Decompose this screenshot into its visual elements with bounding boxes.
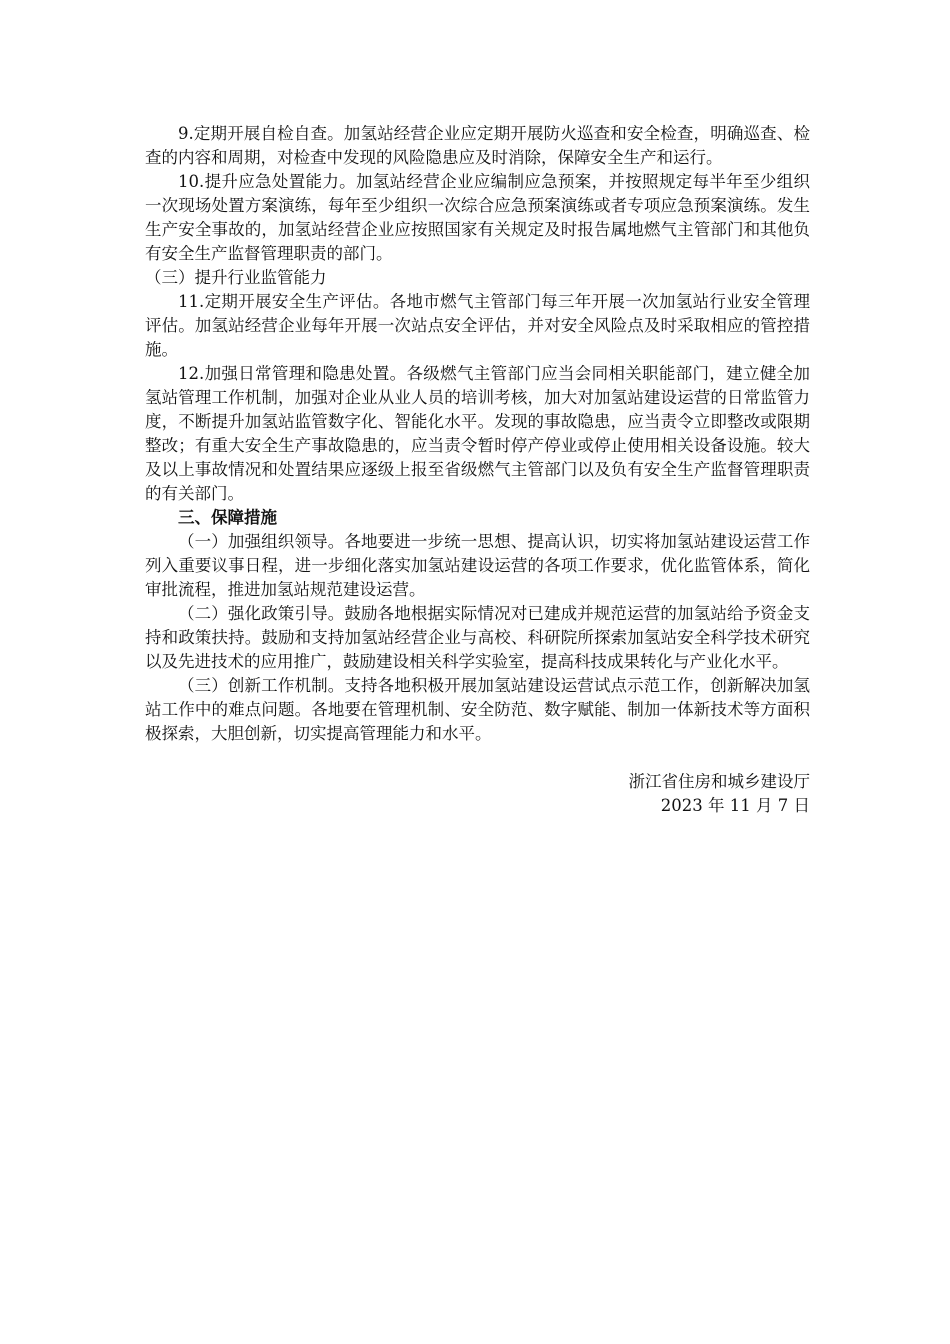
measure-paragraph-3: （三）创新工作机制。支持各地积极开展加氢站建设运营试点示范工作，创新解决加氢站工作中的难点问题。各地要在管理机制、安全防范、数字赋能、制加一体新技术等方面积极探索，大胆创新，切实提高管理能力和水平。 bbox=[145, 676, 810, 743]
section-heading-3: 三、保障措施 bbox=[178, 508, 277, 527]
paragraph-item-12: 12.加强日常管理和隐患处置。各级燃气主管部门应当会同相关职能部门，建立健全加氢站管理工作机制，加强对企业从业人员的培训考核，加大对加氢站建设运营的日常监管力度，不断提升加氢站监管数字化、智能化水平。发现的事故隐患，应当责令立即整改或限期整改；有重大安全生产事故隐患的，应当责令暂时停产停业或停止使用相关设备设施。较大及以上事故情况和处置结果应逐级上报至省级燃气主管部门以及负有安全生产监督管理职责的有关部门。 bbox=[145, 364, 810, 503]
measure-paragraph-2: （二）强化政策引导。鼓励各地根据实际情况对已建成并规范运营的加氢站给予资金支持和政策扶持。鼓励和支持加氢站经营企业与高校、科研院所探索加氢站安全科学技术研究以及先进技术的应用推广，鼓励建设相关科学实验室，提高科技成果转化与产业化水平。 bbox=[145, 604, 810, 671]
paragraph-item-10: 10.提升应急处置能力。加氢站经营企业应编制应急预案，并按照规定每半年至少组织一次现场处置方案演练，每年至少组织一次综合应急预案演练或者专项应急预案演练。发生生产安全事故的，加氢站经营企业应按照国家有关规定及时报告属地燃气主管部门和其他负有安全生产监督管理职责的部门。 bbox=[145, 172, 810, 263]
measure-paragraph-1: （一）加强组织领导。各地要进一步统一思想、提高认识，切实将加氢站建设运营工作列入重要议事日程，进一步细化落实加氢站建设运营的各项工作要求，优化监管体系，简化审批流程，推进加氢站规范建设运营。 bbox=[145, 532, 810, 599]
signature-organization: 浙江省住房和城乡建设厅 bbox=[628, 772, 810, 791]
paragraph-item-9: 9.定期开展自检自查。加氢站经营企业应定期开展防火巡查和安全检查，明确巡查、检查的内容和周期，对检查中发现的风险隐患应及时消除，保障安全生产和运行。 bbox=[145, 124, 810, 167]
paragraph-item-11: 11.定期开展安全生产评估。各地市燃气主管部门每三年开展一次加氢站行业安全管理评估。加氢站经营企业每年开展一次站点安全评估，并对安全风险点及时采取相应的管控措施。 bbox=[145, 292, 810, 359]
signature-block bbox=[145, 770, 810, 818]
signature-date: 2023 年 11 月 7 日 bbox=[660, 796, 810, 815]
document-body bbox=[145, 122, 810, 818]
section-subheading-3: （三）提升行业监管能力 bbox=[145, 268, 327, 287]
